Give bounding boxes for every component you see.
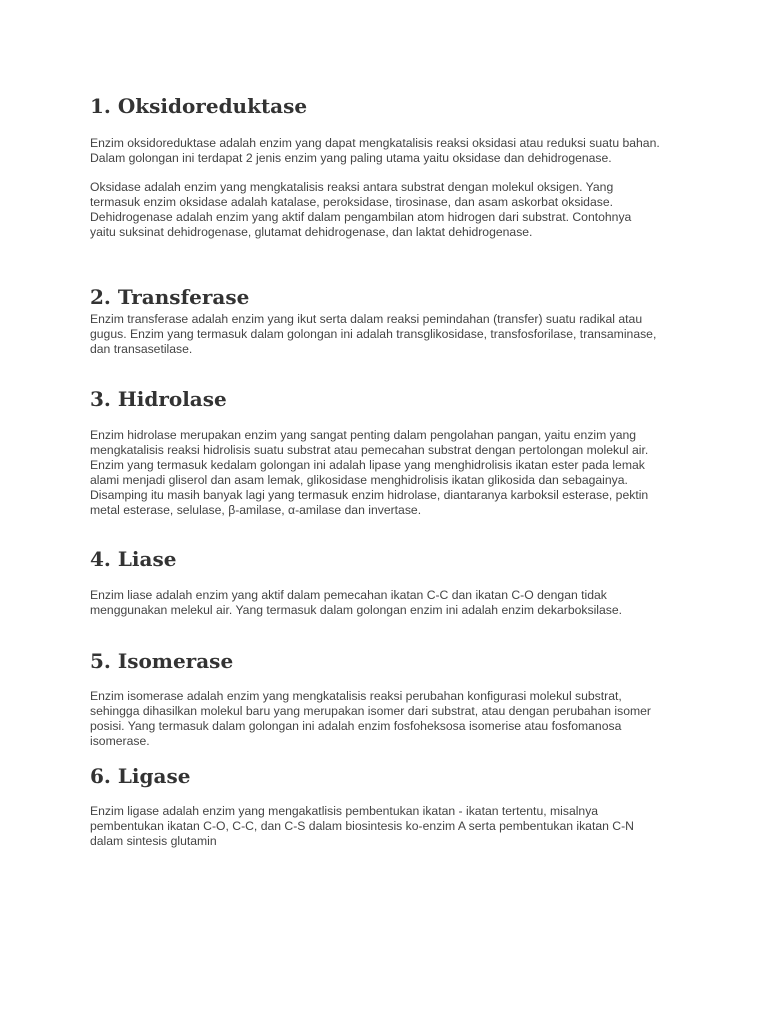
text-line: Dehidrogenase adalah enzim yang aktif dalam pengambilan atom hidrogen dari substrat. Contohnya <box>90 210 632 224</box>
text-line: mengkatalisis reaksi hidrolisis suatu substrat atau pemecahan substrat dengan pertolongan molekul air. <box>90 443 649 457</box>
text-line: Enzim isomerase adalah enzim yang mengkatalisis reaksi perubahan konfigurasi molekul substrat, <box>90 689 622 703</box>
text-line: Enzim ligase adalah enzim yang mengakatlisis pembentukan ikatan - ikatan tertentu, misalnya <box>90 804 599 818</box>
text-line: yaitu suksinat dehidrogenase, glutamat dehidrogenase, dan laktat dehidrogenase. <box>90 225 533 239</box>
text-line: isomerase. <box>90 734 150 748</box>
text-line: alami menjadi gliserol dan asam lemak, glikosidase menghidrolisis ikatan glikosida dan sebagainya. <box>90 473 628 487</box>
text-line: termasuk enzim oksidase adalah katalase, peroksidase, tirosinase, dan asam askorbat oksidase. <box>90 195 613 209</box>
text-line: Disamping itu masih banyak lagi yang termasuk enzim hidrolase, diantaranya karboksil esterase, pektin <box>90 488 649 502</box>
text-line: Enzim oksidoreduktase adalah enzim yang dapat mengkatalisis reaksi oksidasi atau reduksi suatu bahan. <box>90 136 660 150</box>
text-line: dalam sintesis glutamin <box>90 834 217 848</box>
section-heading-hidrolase: 3. Hidrolase <box>90 387 227 411</box>
text-line: dan transasetilase. <box>90 342 193 356</box>
paragraph-oksidoreduktase-intro <box>90 136 690 166</box>
paragraph-transferase <box>90 312 690 357</box>
text-line: Enzim liase adalah enzim yang aktif dalam pemecahan ikatan C-C dan ikatan C-O dengan tidak <box>90 588 607 602</box>
text-line: menggunakan melekul air. Yang termasuk dalam golongan enzim ini adalah enzim dekarboksilase. <box>90 603 623 617</box>
paragraph-liase <box>90 588 690 618</box>
text-line: metal esterase, selulase, β-amilase, α-amilase dan invertase. <box>90 503 422 517</box>
paragraph-oksidase-dehidrogenase <box>90 180 690 240</box>
section-heading-isomerase: 5. Isomerase <box>90 649 234 673</box>
text-line: Enzim transferase adalah enzim yang ikut serta dalam reaksi pemindahan (transfer) suatu radikal atau <box>90 312 643 326</box>
text-line: Oksidase adalah enzim yang mengkatalisis reaksi antara substrat dengan molekul oksigen. Yang <box>90 180 614 194</box>
section-heading-oksidoreduktase: 1. Oksidoreduktase <box>90 94 308 118</box>
text-line: Enzim hidrolase merupakan enzim yang sangat penting dalam pengolahan pangan, yaitu enzim yang <box>90 428 637 442</box>
text-line: pembentukan ikatan C-O, C-C, dan C-S dalam biosintesis ko-enzim A serta pembentukan ikatan C-N <box>90 819 634 833</box>
section-heading-ligase: 6. Ligase <box>90 764 191 788</box>
text-line: gugus. Enzim yang termasuk dalam golongan ini adalah transglikosidase, transfosforilase, transaminase, <box>90 327 657 341</box>
section-heading-liase: 4. Liase <box>90 547 177 571</box>
paragraph-ligase <box>90 804 690 849</box>
text-line: sehingga dihasilkan molekul baru yang merupakan isomer dari substrat, atau dengan perubahan isomer <box>90 704 651 718</box>
section-heading-transferase: 2. Transferase <box>90 285 250 309</box>
text-line: Dalam golongan ini terdapat 2 jenis enzim yang paling utama yaitu oksidase dan dehidrogenase. <box>90 151 612 165</box>
text-line: posisi. Yang termasuk dalam golongan ini adalah enzim fosfoheksosa isomerise atau fosfomanosa <box>90 719 622 733</box>
paragraph-isomerase <box>90 689 690 749</box>
paragraph-hidrolase <box>90 428 690 518</box>
text-line: Enzim yang termasuk kedalam golongan ini adalah lipase yang menghidrolisis ikatan ester pada lemak <box>90 458 645 472</box>
